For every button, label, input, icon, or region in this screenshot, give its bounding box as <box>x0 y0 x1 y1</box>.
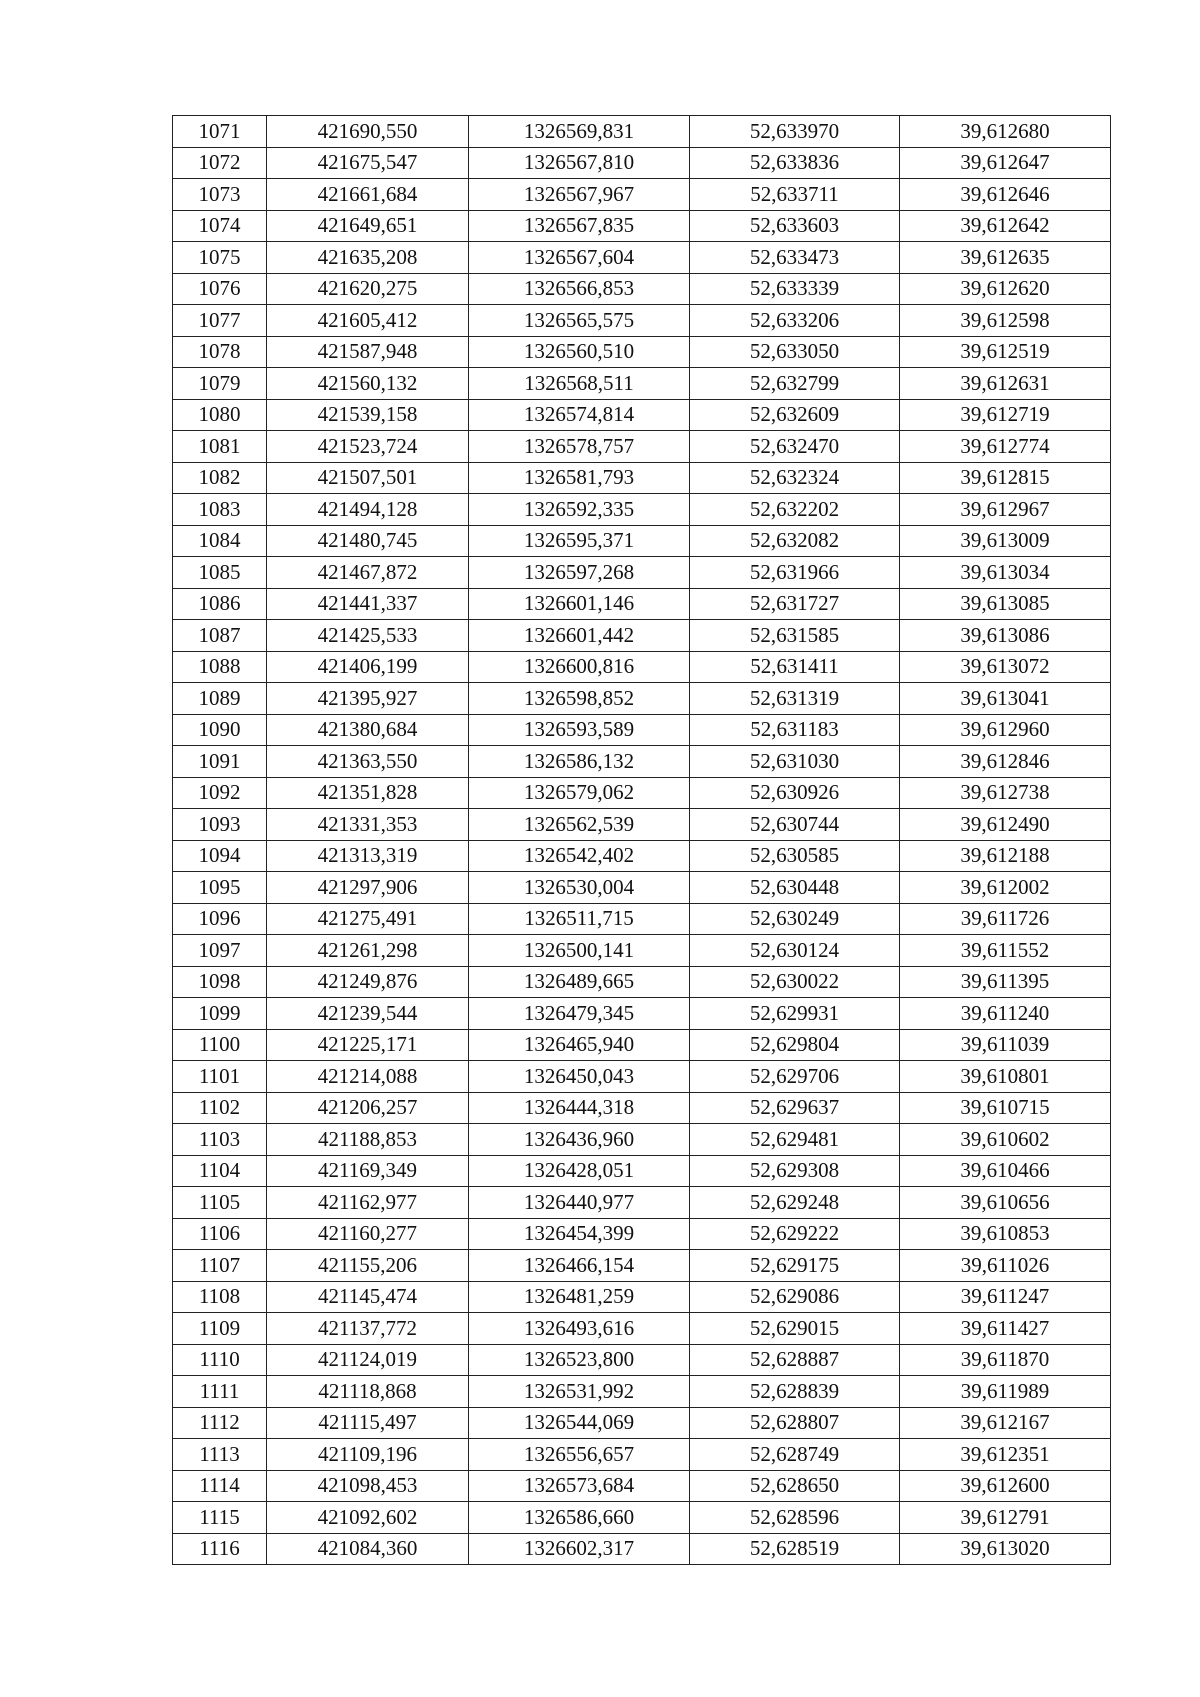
latitude-cell: 52,629931 <box>690 998 900 1030</box>
latitude-cell: 52,628807 <box>690 1407 900 1439</box>
point-number-cell: 1083 <box>173 494 267 526</box>
point-number-cell: 1080 <box>173 399 267 431</box>
table-row <box>173 305 1111 337</box>
latitude-cell: 52,630448 <box>690 872 900 904</box>
longitude-cell: 39,611427 <box>900 1313 1111 1345</box>
longitude-cell: 39,612598 <box>900 305 1111 337</box>
latitude-cell: 52,628887 <box>690 1344 900 1376</box>
longitude-cell: 39,612774 <box>900 431 1111 463</box>
latitude-cell: 52,629308 <box>690 1155 900 1187</box>
x-coordinate-cell: 421649,651 <box>267 210 469 242</box>
latitude-cell: 52,629015 <box>690 1313 900 1345</box>
point-number-cell: 1084 <box>173 525 267 557</box>
latitude-cell: 52,629637 <box>690 1092 900 1124</box>
x-coordinate-cell: 421162,977 <box>267 1187 469 1219</box>
point-number-cell: 1097 <box>173 935 267 967</box>
point-number-cell: 1096 <box>173 903 267 935</box>
longitude-cell: 39,612600 <box>900 1470 1111 1502</box>
point-number-cell: 1089 <box>173 683 267 715</box>
x-coordinate-cell: 421441,337 <box>267 588 469 620</box>
x-coordinate-cell: 421605,412 <box>267 305 469 337</box>
y-coordinate-cell: 1326454,399 <box>469 1218 690 1250</box>
y-coordinate-cell: 1326479,345 <box>469 998 690 1030</box>
longitude-cell: 39,612815 <box>900 462 1111 494</box>
x-coordinate-cell: 421115,497 <box>267 1407 469 1439</box>
table-row <box>173 840 1111 872</box>
table-row <box>173 1470 1111 1502</box>
point-number-cell: 1093 <box>173 809 267 841</box>
x-coordinate-cell: 421160,277 <box>267 1218 469 1250</box>
x-coordinate-cell: 421092,602 <box>267 1502 469 1534</box>
y-coordinate-cell: 1326595,371 <box>469 525 690 557</box>
table-row <box>173 399 1111 431</box>
y-coordinate-cell: 1326493,616 <box>469 1313 690 1345</box>
longitude-cell: 39,612646 <box>900 179 1111 211</box>
point-number-cell: 1076 <box>173 273 267 305</box>
point-number-cell: 1113 <box>173 1439 267 1471</box>
longitude-cell: 39,612738 <box>900 777 1111 809</box>
longitude-cell: 39,611726 <box>900 903 1111 935</box>
point-number-cell: 1108 <box>173 1281 267 1313</box>
table-row <box>173 1124 1111 1156</box>
longitude-cell: 39,610853 <box>900 1218 1111 1250</box>
x-coordinate-cell: 421587,948 <box>267 336 469 368</box>
table-row <box>173 651 1111 683</box>
point-number-cell: 1110 <box>173 1344 267 1376</box>
point-number-cell: 1081 <box>173 431 267 463</box>
y-coordinate-cell: 1326581,793 <box>469 462 690 494</box>
y-coordinate-cell: 1326544,069 <box>469 1407 690 1439</box>
x-coordinate-cell: 421155,206 <box>267 1250 469 1282</box>
table-row <box>173 872 1111 904</box>
table-row <box>173 494 1111 526</box>
latitude-cell: 52,629175 <box>690 1250 900 1282</box>
point-number-cell: 1104 <box>173 1155 267 1187</box>
y-coordinate-cell: 1326465,940 <box>469 1029 690 1061</box>
x-coordinate-cell: 421188,853 <box>267 1124 469 1156</box>
latitude-cell: 52,632799 <box>690 368 900 400</box>
table-row <box>173 242 1111 274</box>
point-number-cell: 1100 <box>173 1029 267 1061</box>
y-coordinate-cell: 1326567,835 <box>469 210 690 242</box>
table-row <box>173 1407 1111 1439</box>
y-coordinate-cell: 1326579,062 <box>469 777 690 809</box>
x-coordinate-cell: 421363,550 <box>267 746 469 778</box>
table-row <box>173 935 1111 967</box>
x-coordinate-cell: 421145,474 <box>267 1281 469 1313</box>
x-coordinate-cell: 421169,349 <box>267 1155 469 1187</box>
latitude-cell: 52,632324 <box>690 462 900 494</box>
latitude-cell: 52,633206 <box>690 305 900 337</box>
x-coordinate-cell: 421331,353 <box>267 809 469 841</box>
table-row <box>173 116 1111 148</box>
y-coordinate-cell: 1326530,004 <box>469 872 690 904</box>
longitude-cell: 39,611247 <box>900 1281 1111 1313</box>
latitude-cell: 52,631183 <box>690 714 900 746</box>
latitude-cell: 52,633836 <box>690 147 900 179</box>
y-coordinate-cell: 1326565,575 <box>469 305 690 337</box>
longitude-cell: 39,613085 <box>900 588 1111 620</box>
table-row <box>173 588 1111 620</box>
longitude-cell: 39,611026 <box>900 1250 1111 1282</box>
point-number-cell: 1071 <box>173 116 267 148</box>
y-coordinate-cell: 1326562,539 <box>469 809 690 841</box>
y-coordinate-cell: 1326600,816 <box>469 651 690 683</box>
longitude-cell: 39,612519 <box>900 336 1111 368</box>
longitude-cell: 39,612642 <box>900 210 1111 242</box>
y-coordinate-cell: 1326602,317 <box>469 1533 690 1565</box>
longitude-cell: 39,612967 <box>900 494 1111 526</box>
latitude-cell: 52,628749 <box>690 1439 900 1471</box>
y-coordinate-cell: 1326598,852 <box>469 683 690 715</box>
latitude-cell: 52,629222 <box>690 1218 900 1250</box>
coordinates-table <box>172 115 1111 1565</box>
table-row <box>173 1281 1111 1313</box>
longitude-cell: 39,612635 <box>900 242 1111 274</box>
longitude-cell: 39,612620 <box>900 273 1111 305</box>
x-coordinate-cell: 421313,319 <box>267 840 469 872</box>
x-coordinate-cell: 421507,501 <box>267 462 469 494</box>
y-coordinate-cell: 1326560,510 <box>469 336 690 368</box>
y-coordinate-cell: 1326523,800 <box>469 1344 690 1376</box>
point-number-cell: 1116 <box>173 1533 267 1565</box>
point-number-cell: 1109 <box>173 1313 267 1345</box>
x-coordinate-cell: 421225,171 <box>267 1029 469 1061</box>
x-coordinate-cell: 421380,684 <box>267 714 469 746</box>
x-coordinate-cell: 421406,199 <box>267 651 469 683</box>
x-coordinate-cell: 421395,927 <box>267 683 469 715</box>
longitude-cell: 39,612002 <box>900 872 1111 904</box>
y-coordinate-cell: 1326567,810 <box>469 147 690 179</box>
point-number-cell: 1072 <box>173 147 267 179</box>
x-coordinate-cell: 421297,906 <box>267 872 469 904</box>
x-coordinate-cell: 421351,828 <box>267 777 469 809</box>
x-coordinate-cell: 421109,196 <box>267 1439 469 1471</box>
y-coordinate-cell: 1326586,660 <box>469 1502 690 1534</box>
latitude-cell: 52,628596 <box>690 1502 900 1534</box>
point-number-cell: 1074 <box>173 210 267 242</box>
y-coordinate-cell: 1326567,604 <box>469 242 690 274</box>
point-number-cell: 1091 <box>173 746 267 778</box>
latitude-cell: 52,628650 <box>690 1470 900 1502</box>
point-number-cell: 1087 <box>173 620 267 652</box>
longitude-cell: 39,613041 <box>900 683 1111 715</box>
longitude-cell: 39,612490 <box>900 809 1111 841</box>
table-row <box>173 998 1111 1030</box>
longitude-cell: 39,610801 <box>900 1061 1111 1093</box>
longitude-cell: 39,612351 <box>900 1439 1111 1471</box>
y-coordinate-cell: 1326601,146 <box>469 588 690 620</box>
longitude-cell: 39,612647 <box>900 147 1111 179</box>
point-number-cell: 1078 <box>173 336 267 368</box>
latitude-cell: 52,630124 <box>690 935 900 967</box>
latitude-cell: 52,632470 <box>690 431 900 463</box>
latitude-cell: 52,630249 <box>690 903 900 935</box>
table-row <box>173 147 1111 179</box>
table-row <box>173 1439 1111 1471</box>
point-number-cell: 1088 <box>173 651 267 683</box>
coordinates-table-body <box>173 116 1111 1565</box>
table-row <box>173 336 1111 368</box>
longitude-cell: 39,612680 <box>900 116 1111 148</box>
latitude-cell: 52,630022 <box>690 966 900 998</box>
point-number-cell: 1095 <box>173 872 267 904</box>
longitude-cell: 39,612631 <box>900 368 1111 400</box>
point-number-cell: 1085 <box>173 557 267 589</box>
table-row <box>173 1029 1111 1061</box>
latitude-cell: 52,631966 <box>690 557 900 589</box>
point-number-cell: 1111 <box>173 1376 267 1408</box>
y-coordinate-cell: 1326428,051 <box>469 1155 690 1187</box>
table-row <box>173 620 1111 652</box>
point-number-cell: 1082 <box>173 462 267 494</box>
y-coordinate-cell: 1326436,960 <box>469 1124 690 1156</box>
longitude-cell: 39,613009 <box>900 525 1111 557</box>
table-row <box>173 1218 1111 1250</box>
point-number-cell: 1105 <box>173 1187 267 1219</box>
longitude-cell: 39,610656 <box>900 1187 1111 1219</box>
longitude-cell: 39,612791 <box>900 1502 1111 1534</box>
latitude-cell: 52,631319 <box>690 683 900 715</box>
latitude-cell: 52,632202 <box>690 494 900 526</box>
table-row <box>173 525 1111 557</box>
x-coordinate-cell: 421118,868 <box>267 1376 469 1408</box>
latitude-cell: 52,631727 <box>690 588 900 620</box>
y-coordinate-cell: 1326450,043 <box>469 1061 690 1093</box>
y-coordinate-cell: 1326489,665 <box>469 966 690 998</box>
latitude-cell: 52,629706 <box>690 1061 900 1093</box>
x-coordinate-cell: 421239,544 <box>267 998 469 1030</box>
point-number-cell: 1090 <box>173 714 267 746</box>
table-row <box>173 1533 1111 1565</box>
longitude-cell: 39,613020 <box>900 1533 1111 1565</box>
longitude-cell: 39,610715 <box>900 1092 1111 1124</box>
longitude-cell: 39,610602 <box>900 1124 1111 1156</box>
latitude-cell: 52,628839 <box>690 1376 900 1408</box>
point-number-cell: 1073 <box>173 179 267 211</box>
table-row <box>173 746 1111 778</box>
table-row <box>173 273 1111 305</box>
y-coordinate-cell: 1326500,141 <box>469 935 690 967</box>
longitude-cell: 39,613034 <box>900 557 1111 589</box>
y-coordinate-cell: 1326440,977 <box>469 1187 690 1219</box>
x-coordinate-cell: 421214,088 <box>267 1061 469 1093</box>
y-coordinate-cell: 1326569,831 <box>469 116 690 148</box>
latitude-cell: 52,630744 <box>690 809 900 841</box>
y-coordinate-cell: 1326566,853 <box>469 273 690 305</box>
longitude-cell: 39,612188 <box>900 840 1111 872</box>
x-coordinate-cell: 421084,360 <box>267 1533 469 1565</box>
x-coordinate-cell: 421494,128 <box>267 494 469 526</box>
table-row <box>173 1155 1111 1187</box>
y-coordinate-cell: 1326567,967 <box>469 179 690 211</box>
longitude-cell: 39,611870 <box>900 1344 1111 1376</box>
table-row <box>173 1344 1111 1376</box>
longitude-cell: 39,613072 <box>900 651 1111 683</box>
longitude-cell: 39,612719 <box>900 399 1111 431</box>
point-number-cell: 1077 <box>173 305 267 337</box>
latitude-cell: 52,632609 <box>690 399 900 431</box>
table-row <box>173 1376 1111 1408</box>
longitude-cell: 39,612960 <box>900 714 1111 746</box>
x-coordinate-cell: 421523,724 <box>267 431 469 463</box>
x-coordinate-cell: 421261,298 <box>267 935 469 967</box>
x-coordinate-cell: 421425,533 <box>267 620 469 652</box>
x-coordinate-cell: 421206,257 <box>267 1092 469 1124</box>
x-coordinate-cell: 421275,491 <box>267 903 469 935</box>
table-row <box>173 903 1111 935</box>
table-row <box>173 809 1111 841</box>
y-coordinate-cell: 1326601,442 <box>469 620 690 652</box>
table-row <box>173 966 1111 998</box>
latitude-cell: 52,630585 <box>690 840 900 872</box>
y-coordinate-cell: 1326531,992 <box>469 1376 690 1408</box>
latitude-cell: 52,633603 <box>690 210 900 242</box>
x-coordinate-cell: 421539,158 <box>267 399 469 431</box>
latitude-cell: 52,630926 <box>690 777 900 809</box>
x-coordinate-cell: 421467,872 <box>267 557 469 589</box>
y-coordinate-cell: 1326593,589 <box>469 714 690 746</box>
longitude-cell: 39,612167 <box>900 1407 1111 1439</box>
y-coordinate-cell: 1326597,268 <box>469 557 690 589</box>
y-coordinate-cell: 1326578,757 <box>469 431 690 463</box>
x-coordinate-cell: 421620,275 <box>267 273 469 305</box>
point-number-cell: 1112 <box>173 1407 267 1439</box>
point-number-cell: 1075 <box>173 242 267 274</box>
latitude-cell: 52,633711 <box>690 179 900 211</box>
x-coordinate-cell: 421675,547 <box>267 147 469 179</box>
longitude-cell: 39,613086 <box>900 620 1111 652</box>
table-row <box>173 714 1111 746</box>
point-number-cell: 1106 <box>173 1218 267 1250</box>
table-row <box>173 1250 1111 1282</box>
y-coordinate-cell: 1326586,132 <box>469 746 690 778</box>
table-row <box>173 368 1111 400</box>
y-coordinate-cell: 1326568,511 <box>469 368 690 400</box>
y-coordinate-cell: 1326444,318 <box>469 1092 690 1124</box>
latitude-cell: 52,629804 <box>690 1029 900 1061</box>
longitude-cell: 39,611039 <box>900 1029 1111 1061</box>
x-coordinate-cell: 421249,876 <box>267 966 469 998</box>
table-row <box>173 557 1111 589</box>
table-row <box>173 1502 1111 1534</box>
x-coordinate-cell: 421480,745 <box>267 525 469 557</box>
point-number-cell: 1079 <box>173 368 267 400</box>
table-row <box>173 1313 1111 1345</box>
table-row <box>173 1092 1111 1124</box>
latitude-cell: 52,633339 <box>690 273 900 305</box>
y-coordinate-cell: 1326481,259 <box>469 1281 690 1313</box>
y-coordinate-cell: 1326574,814 <box>469 399 690 431</box>
y-coordinate-cell: 1326556,657 <box>469 1439 690 1471</box>
table-row <box>173 210 1111 242</box>
latitude-cell: 52,631030 <box>690 746 900 778</box>
table-row <box>173 683 1111 715</box>
x-coordinate-cell: 421560,132 <box>267 368 469 400</box>
table-row <box>173 462 1111 494</box>
longitude-cell: 39,610466 <box>900 1155 1111 1187</box>
x-coordinate-cell: 421137,772 <box>267 1313 469 1345</box>
y-coordinate-cell: 1326466,154 <box>469 1250 690 1282</box>
table-row <box>173 777 1111 809</box>
latitude-cell: 52,629248 <box>690 1187 900 1219</box>
x-coordinate-cell: 421635,208 <box>267 242 469 274</box>
table-row <box>173 1061 1111 1093</box>
y-coordinate-cell: 1326592,335 <box>469 494 690 526</box>
latitude-cell: 52,633970 <box>690 116 900 148</box>
point-number-cell: 1098 <box>173 966 267 998</box>
x-coordinate-cell: 421661,684 <box>267 179 469 211</box>
longitude-cell: 39,611552 <box>900 935 1111 967</box>
table-row <box>173 431 1111 463</box>
table-row <box>173 1187 1111 1219</box>
table-row <box>173 179 1111 211</box>
latitude-cell: 52,632082 <box>690 525 900 557</box>
longitude-cell: 39,611989 <box>900 1376 1111 1408</box>
y-coordinate-cell: 1326573,684 <box>469 1470 690 1502</box>
latitude-cell: 52,631585 <box>690 620 900 652</box>
point-number-cell: 1094 <box>173 840 267 872</box>
longitude-cell: 39,612846 <box>900 746 1111 778</box>
latitude-cell: 52,629086 <box>690 1281 900 1313</box>
point-number-cell: 1086 <box>173 588 267 620</box>
point-number-cell: 1102 <box>173 1092 267 1124</box>
longitude-cell: 39,611395 <box>900 966 1111 998</box>
point-number-cell: 1114 <box>173 1470 267 1502</box>
x-coordinate-cell: 421124,019 <box>267 1344 469 1376</box>
y-coordinate-cell: 1326511,715 <box>469 903 690 935</box>
x-coordinate-cell: 421098,453 <box>267 1470 469 1502</box>
latitude-cell: 52,633050 <box>690 336 900 368</box>
latitude-cell: 52,629481 <box>690 1124 900 1156</box>
point-number-cell: 1099 <box>173 998 267 1030</box>
point-number-cell: 1101 <box>173 1061 267 1093</box>
latitude-cell: 52,631411 <box>690 651 900 683</box>
longitude-cell: 39,611240 <box>900 998 1111 1030</box>
latitude-cell: 52,628519 <box>690 1533 900 1565</box>
point-number-cell: 1103 <box>173 1124 267 1156</box>
x-coordinate-cell: 421690,550 <box>267 116 469 148</box>
y-coordinate-cell: 1326542,402 <box>469 840 690 872</box>
point-number-cell: 1092 <box>173 777 267 809</box>
latitude-cell: 52,633473 <box>690 242 900 274</box>
point-number-cell: 1115 <box>173 1502 267 1534</box>
point-number-cell: 1107 <box>173 1250 267 1282</box>
